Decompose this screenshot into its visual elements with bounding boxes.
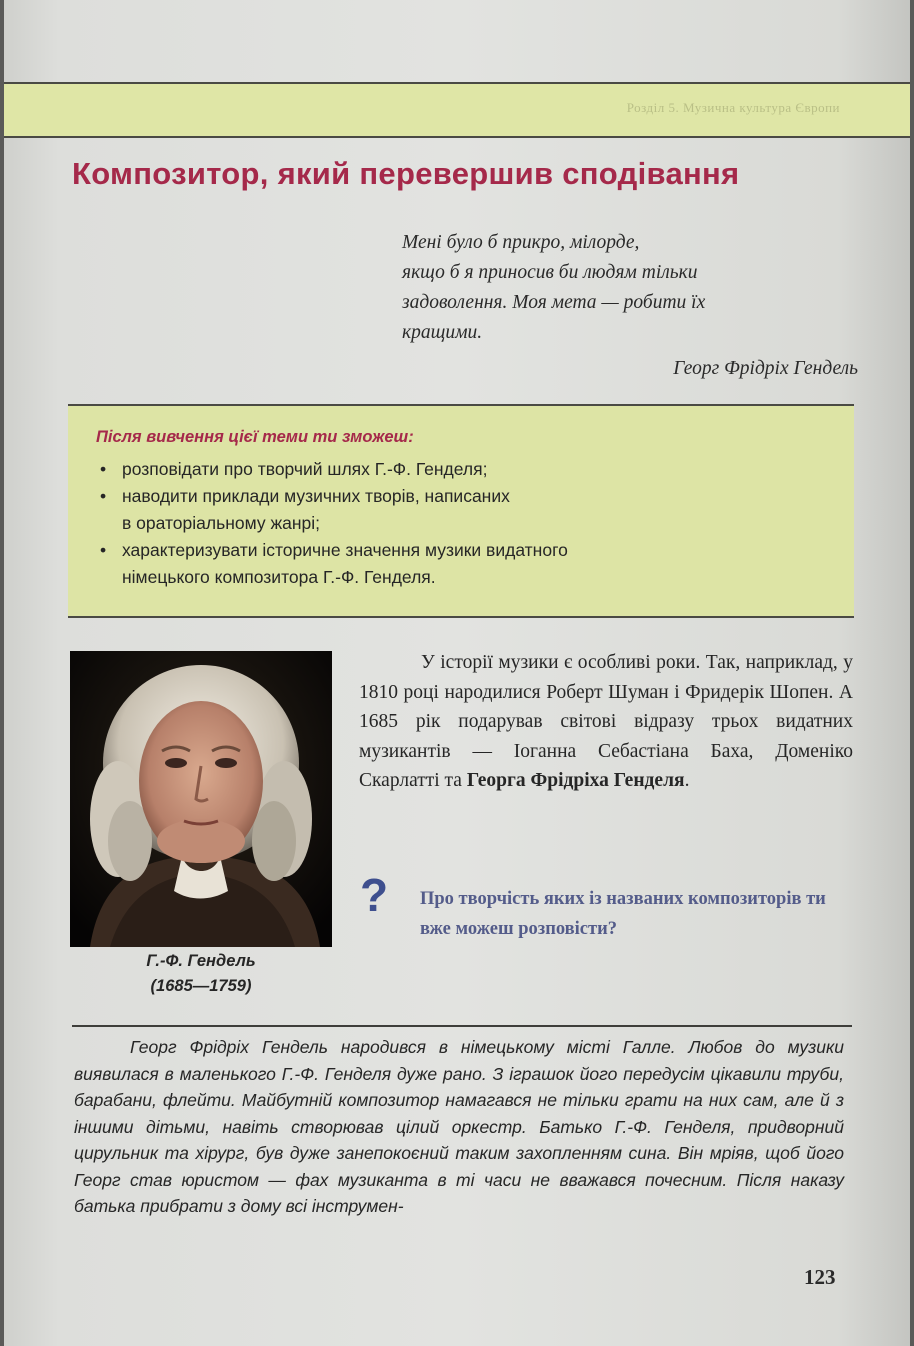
learning-goal-item: • розповідати про творчий шлях Г.-Ф. Генделя;: [122, 456, 822, 483]
header-band-text: Розділ 5. Музична культура Європи: [626, 100, 840, 115]
portrait-image: [70, 651, 332, 947]
caption-years: (1685—1759): [150, 977, 252, 995]
learning-goal-item: • характеризувати історичне значення музики видатного німецького композитора Г.-Ф. Генделя.: [122, 537, 822, 591]
epigraph-line: якщо б я приносив би людям тільки: [402, 262, 698, 283]
header-band: [4, 82, 910, 138]
page-title: Композитор, який перевершив сподівання: [72, 156, 740, 191]
learning-goals-list: [122, 456, 822, 591]
caption-name: Г.-Ф. Гендель: [146, 952, 256, 970]
question-text: Про творчість яких із названих композиторів ти вже можеш розповісти?: [420, 889, 826, 939]
portrait-caption: [70, 949, 332, 999]
learning-goal-item: • наводити приклади музичних творів, написаних в ораторіальному жанрі;: [122, 483, 822, 537]
handel-portrait: [70, 651, 332, 947]
learning-goals-heading: Після вивчення цієї теми ти зможеш:: [96, 428, 414, 446]
textbook-page: [4, 0, 910, 1346]
epigraph-author: Георг Фрідріх Гендель: [673, 358, 858, 379]
question-mark-icon: ?: [360, 869, 389, 921]
body-paragraph: Георг Фрідріх Гендель народився в німецькому місті Галле. Любов до музики виявилася в маленького Г.-Ф. Генделя дуже рано. З іграшок його передусім цікавили труби, барабани, флейти. Майбутній композитор намагався не тільки грати на них сам, але й з іншими дітьми, навіть створював цілий оркестр. Батько Г.-Ф. Генделя, придворний цирульник та хірург, був дуже занепокоєний таким захопленням сина. Він мріяв, щоб його Георг став юристом — фах музиканта в ті часи не вважався почесним. Після наказу батька прибрати з дому всі інструмен-: [74, 1037, 844, 1216]
learning-goals-box: [68, 404, 854, 618]
epigraph-line: кращими.: [402, 322, 483, 343]
intro-bold-name: Георга Фрідріха Генделя: [466, 770, 685, 791]
intro-paragraph: У історії музики є особливі роки. Так, наприклад, у 1810 році народилися Роберт Шуман і Фридерік Шопен. А 1685 рік подарував світові відразу трьох видатних музикантів — Іоганна Себастіана Баха, Доменіко Скарлатті та Георга Фрідріха Генделя.: [359, 652, 853, 791]
epigraph-line: Мені було б прикро, мілорде,: [402, 232, 640, 253]
page-number: 123: [804, 1265, 836, 1289]
divider: [72, 1025, 852, 1027]
epigraph: [402, 228, 858, 384]
epigraph-line: задоволення. Моя мета — робити їх: [402, 292, 706, 313]
